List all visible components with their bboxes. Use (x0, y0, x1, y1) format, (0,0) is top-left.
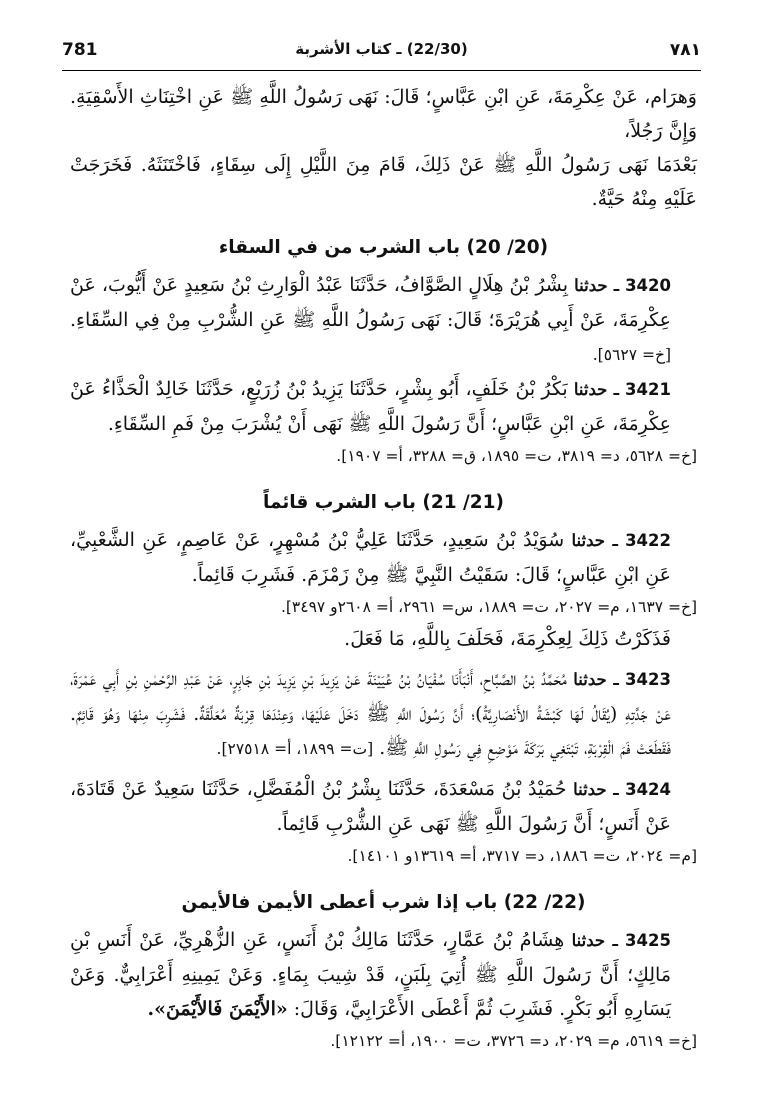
page-header (62, 38, 701, 66)
chapter-title-21: (21/ 21) باب الشرب قائماً (263, 492, 504, 513)
prophetic-quote: «الأَيْمَنَ فَالأَيْمَنَ». (147, 998, 288, 1020)
header-rule (62, 70, 701, 71)
hadith-reference: [م= ٢٠٢٤، ت= ١٨٨٦، د= ٣٧١٧، أ= ١٣٦١٩و ١٤١٠١]. (347, 847, 697, 865)
hadith-text: هِشَامُ بْنُ عَمَّارٍ، حَدَّثَنَا مَالِكُ بْنُ أَنَسٍ، عَنِ الزُّهْرِيِّ، عَنْ أَنَسِ بْنِ مَالِكٍ؛ أَنَّ رَسُولَ اللَّهِ ﷺ أُتِيَ بِلَبَنٍ، قَدْ شِيبَ بِمَاءٍ. وَعَنْ يَمِينِهِ أَعْرَابِيٌّ. وَعَنْ يَسَارِهِ أَبُو بَكْرٍ. فَشَرِبَ ثُمَّ أَعْطَى الأَعْرَابِيَّ، وَقَالَ: (70, 929, 671, 1020)
hadith-reference: [خ= ٥٦٢٧]. (592, 346, 671, 364)
narration-lead: حدثنا (571, 531, 605, 550)
page-number-arabic: ٧٨١ (669, 40, 701, 60)
narration-lead: حدثنا (573, 780, 607, 799)
hadith-text: سُوَيْدُ بْنُ سَعِيدٍ، حَدَّثَنَا عَلِيُّ بْنُ مُسْهِرٍ، عَنْ عَاصِمٍ، عَنِ الشَّعْبِيِّ، عَنِ ابْنِ عَبَّاسٍ؛ قَالَ: سَقَيْتُ النَّبِيَّ ﷺ مِنْ زَمْزَمَ. فَشَرِبَ قَائِماً. (70, 529, 671, 586)
narration-lead: حدثنا (573, 670, 607, 689)
continuation-line-2: بَعْدَمَا نَهَى رَسُولُ اللَّهِ ﷺ عَنْ ذَلِكَ، قَامَ مِنَ اللَّيْلِ إِلَى سِقَاءٍ، فَاخْتَنَثَهُ. فَخَرَجَتْ عَلَيْهِ مِنْهُ حَيَّةٌ. (70, 154, 697, 210)
hadith-3421 (70, 372, 697, 441)
narration-lead: حدثنا (574, 276, 608, 295)
continuation-line-1: وَهرَام، عَنْ عِكْرِمَةَ، عَنِ ابْنِ عَبَّاسٍ؛ قَالَ: نَهَى رَسُولُ اللَّهِ ﷺ عَنِ اخْتِنَاثِ الأَسْقِيَةِ. وَإِنَّ رَجُلاً، (70, 86, 697, 142)
hadith-number: 3422 ـ (612, 531, 671, 550)
narration-lead: حدثنا (573, 380, 608, 399)
running-title: (22/30) ـ كتاب الأشربة (295, 40, 468, 58)
hadith-3423 (70, 662, 697, 766)
hadith-number: 3424 ـ (613, 780, 672, 799)
hadith-3425 (70, 923, 697, 1026)
chapter-title-20: (20/ 20) باب الشرب من في السقاء (218, 237, 549, 258)
hadith-3422 (70, 523, 697, 592)
hadith-text: حُمَيْدُ بْنُ مَسْعَدَةَ، حَدَّثَنَا بِشْرُ بْنُ الْمُفَضَّلِ، حَدَّثَنَا سَعِيدٌ عَنْ قَتَادَةَ، عَنْ أَنَسٍ؛ أَنَّ رَسُولَ اللَّهِ ﷺ نَهَى عَنِ الشُّرْبِ قَائِماً. (70, 778, 671, 835)
hadith-reference: [ت= ١٨٩٩، أ= ٢٧٥١٨]. (216, 740, 374, 758)
hadith-number: 3425 ـ (612, 931, 671, 950)
page-body (70, 80, 697, 1056)
hadith-note: فَذَكَرْتُ ذَلِكَ لِعِكْرِمَةَ، فَحَلَفَ بِاللَّهِ، مَا فَعَلَ. (344, 628, 671, 650)
chapter-title-22: (22/ 22) باب إذا شرب أعطى الأيمن فالأيمن (181, 892, 586, 913)
hadith-number: 3423 ـ (613, 670, 671, 689)
page-number-latin: 781 (62, 40, 98, 60)
hadith-3424 (70, 772, 697, 841)
hadith-text: بِشْرُ بْنُ هِلَالٍ الصَّوَّافُ، حَدَّثَنَا عَبْدُ الْوَارِثِ بْنُ سَعِيدٍ عَنْ أَيُّوبَ، عَنْ عِكْرِمَةَ، عَنْ أَبِي هُرَيْرَةَ؛ قَالَ: نَهَى رَسُولُ اللَّهِ ﷺ عَنِ الشُّرْبِ مِنْ فِي السِّقَاءِ. (70, 274, 671, 331)
hadith-reference: [خ= ٥٦٢٨، د= ٣٨١٩، ت= ١٨٩٥، ق= ٣٢٨٨، أ= ١٩٠٧]. (336, 447, 697, 465)
hadith-reference: [خ= ١٦٣٧، م= ٢٠٢٧، ت= ١٨٨٩، س= ٢٩٦١، أ= ٢٦٠٨و ٣٤٩٧]. (280, 598, 697, 616)
hadith-3420 (70, 268, 697, 372)
hadith-number: 3420 ـ (613, 276, 671, 295)
hadith-text: بَكْرُ بْنُ خَلَفٍ، أَبُو بِشْرٍ، حَدَّثَنَا يَزِيدُ بْنُ زُرَيْعٍ، حَدَّثَنَا خَالِدٌ الْحَذَّاءُ عَنْ عِكْرِمَةَ، عَنِ ابْنِ عَبَّاسٍ؛ أَنَّ رَسُولَ اللَّهِ ﷺ نَهَى أَنْ يُشْرَبَ مِنْ فَمِ السِّقَاءِ. (70, 378, 671, 435)
hadith-text: مُحَمَّدُ بْنُ الصَّبَّاحِ، أَنْبَأَنَا سُفْيَانُ بْنُ عُيَيْنَةَ عَنْ يَزِيدَ بْنِ يَزِيدَ بْنِ جَابِرٍ، عَنْ عَبْدِ الرَّحْمٰنِ بْنِ أَبِي عَمْرَةَ، عَنْ جَدَّتِهِ (يُقَالُ لَهَا كَبْشَةُ الأَنْصَارِيَّةُ)؛ أَنَّ رَسُولَ اللَّهِ ﷺ دَخَلَ عَلَيْهَا، وَعِنْدَهَا قِرْبَةٌ مُعَلَّقَةٌ. فَشَرِبَ مِنْهَا وَهُوَ قَائِمٌ. فَقَطَعَتْ فَمَ الْقِرْبَةِ، تَبْتَغِي بَرَكَةَ مَوْضِعِ فِي رَسُولِ اللَّهِ ﷺ. (70, 668, 671, 759)
hadith-reference: [خ= ٥٦١٩، م= ٢٠٢٩، د= ٣٧٢٦، ت= ١٩٠٠، أ= ١٢١٢٢]. (330, 1032, 697, 1050)
narration-lead: حدثنا (571, 931, 606, 950)
hadith-number: 3421 ـ (613, 380, 671, 399)
